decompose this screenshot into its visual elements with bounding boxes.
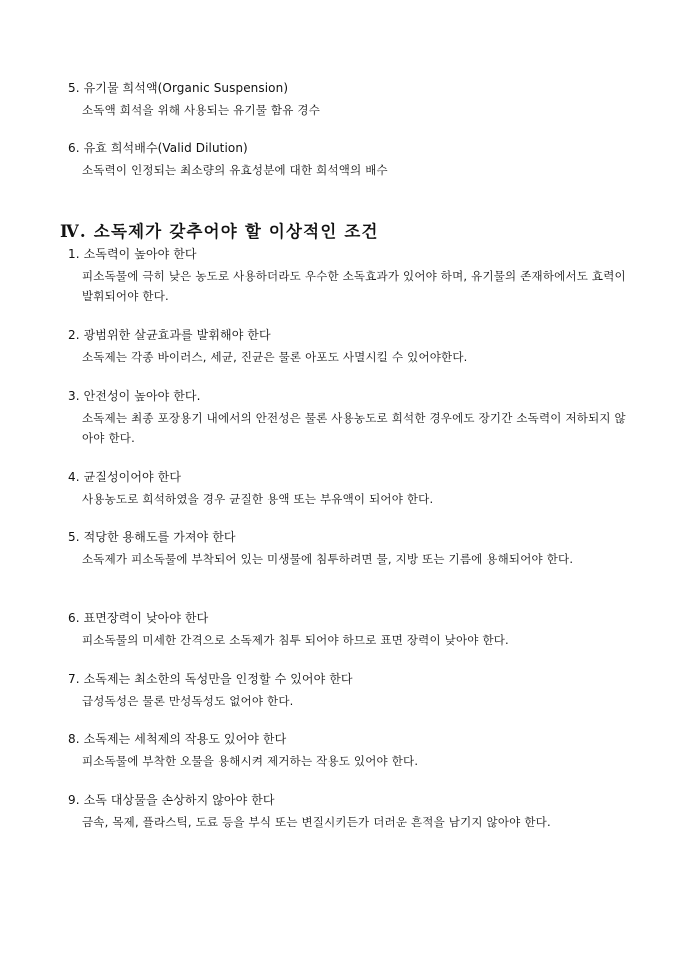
definition-item-body: 소독액 희석을 위해 사용되는 유기물 함유 경수: [82, 103, 321, 117]
condition-item-4: [68, 469, 628, 509]
condition-item-title: 5. 적당한 용해도를 가져야 한다: [68, 530, 236, 544]
condition-item-title: 3. 안전성이 높아야 한다.: [68, 389, 201, 403]
condition-item-body: 금속, 목제, 플라스틱, 도료 등을 부식 또는 변질시키든가 더러운 흔적을 남기지 않아야 한다.: [82, 815, 551, 829]
condition-item-title: 2. 광범위한 살균효과를 발휘해야 한다: [68, 328, 271, 342]
condition-item-2: [68, 327, 628, 367]
condition-item-body: 피소독물에 극히 낮은 농도로 사용하더라도 우수한 소독효과가 있어야 하며, 유기물의 존재하에서도 효력이 발휘되어야 한다.: [82, 269, 626, 303]
condition-item-5: [68, 529, 628, 569]
condition-item-7: [68, 671, 628, 711]
condition-item-1: [68, 246, 628, 306]
condition-item-9: [68, 792, 628, 832]
condition-item-body: 소독제가 피소독물에 부착되어 있는 미생물에 침투하려면 물, 지방 또는 기름에 용해되어야 한다.: [82, 552, 574, 566]
condition-item-title: 8. 소독제는 세척제의 작용도 있어야 한다: [68, 732, 287, 746]
definition-item-body: 소독력이 인정되는 최소량의 유효성분에 대한 희석액의 배수: [82, 163, 388, 177]
condition-item-title: 6. 표면장력이 낮아야 한다: [68, 611, 209, 625]
condition-item-body: 사용농도로 희석하였을 경우 균질한 용액 또는 부유액이 되어야 한다.: [82, 492, 434, 506]
condition-item-title: 9. 소독 대상물을 손상하지 않아야 한다: [68, 793, 275, 807]
definition-item-title: 5. 유기물 희석액(Organic Suspension): [68, 81, 289, 95]
condition-item-3: [68, 388, 628, 448]
condition-item-title: 7. 소독제는 최소한의 독성만을 인정할 수 있어야 한다: [68, 672, 353, 686]
condition-item-8: [68, 731, 628, 771]
condition-item-body: 소독제는 각종 바이러스, 세균, 진균은 물론 아포도 사멸시킬 수 있어야한다.: [82, 350, 468, 364]
definition-item-5: [68, 80, 628, 120]
definition-item-6: [68, 140, 628, 180]
condition-item-6: [68, 610, 628, 650]
section-heading: Ⅳ. 소독제가 갖추어야 할 이상적인 조건: [60, 222, 379, 241]
condition-item-body: 피소독물의 미세한 간격으로 소독제가 침투 되어야 하므로 표면 장력이 낮아야 한다.: [82, 633, 509, 647]
condition-item-title: 4. 균질성이어야 한다: [68, 470, 182, 484]
condition-item-body: 급성독성은 물론 만성독성도 없어야 한다.: [82, 694, 294, 708]
condition-item-body: 피소독물에 부착한 오물을 용해시켜 제거하는 작용도 있어야 한다.: [82, 754, 419, 768]
condition-item-title: 1. 소독력이 높아야 한다: [68, 247, 197, 261]
definition-item-title: 6. 유효 희석배수(Valid Dilution): [68, 141, 248, 155]
condition-item-body: 소독제는 최종 포장용기 내에서의 안전성은 물론 사용농도로 희석한 경우에도 장기간 소독력이 저하되지 않아야 한다.: [82, 411, 626, 445]
